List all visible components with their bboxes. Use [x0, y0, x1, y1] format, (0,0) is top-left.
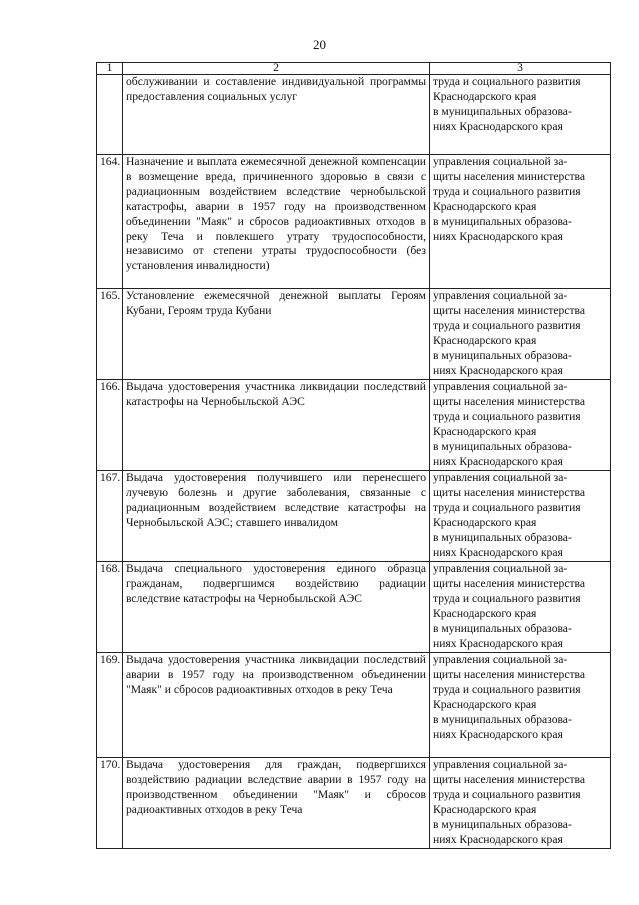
table-header-row — [97, 63, 611, 75]
authority-line: управления социальной за- — [433, 562, 568, 575]
authority-line: управления социальной за- — [433, 653, 568, 666]
authority-line: Краснодарского края — [433, 333, 537, 347]
header-col-3: 3 — [430, 63, 611, 75]
authority-line: Краснодарского края — [433, 89, 537, 103]
authority-line: в муниципальных образова- — [433, 530, 572, 544]
row-number — [97, 75, 123, 155]
authority-line: труда и социального развития — [433, 591, 581, 605]
table-row — [97, 758, 611, 849]
authority-line: ниях Краснодарского края — [433, 119, 563, 133]
header-col-2: 2 — [123, 63, 430, 75]
authority-line: труда и социального развития — [433, 409, 581, 423]
page-number: 20 — [313, 37, 326, 52]
authority-line: в муниципальных образова- — [433, 621, 572, 635]
row-number: 167. — [97, 471, 123, 562]
header-col-1: 1 — [97, 63, 123, 75]
service-description: Выдача удостоверения участника ликвидации последствий катастрофы на Чернобыльской АЭС — [123, 380, 430, 471]
authority-line: ниях Краснодарского края — [433, 545, 563, 559]
authority-line: ниях Краснодарского края — [433, 636, 563, 650]
authority-line: щиты населения министерства — [433, 667, 586, 681]
table-row — [97, 653, 611, 758]
row-number: 164. — [97, 155, 123, 289]
responsible-authority — [430, 562, 611, 653]
row-number: 165. — [97, 289, 123, 380]
authority-line: управления социальной за- — [433, 471, 568, 484]
authority-line: труда и социального развития — [433, 500, 581, 514]
authority-line: ниях Краснодарского края — [433, 832, 563, 846]
service-description: Выдача удостоверения для граждан, подвергшихся воздействию радиации вследствие аварии в 1957 году на производственном объединении "Маяк" и сбросов радиоактивных отходов в реку Теча — [123, 758, 430, 849]
authority-line: труда и социального развития — [433, 318, 581, 332]
table-row — [97, 289, 611, 380]
authority-line: Краснодарского края — [433, 515, 537, 529]
table-row — [97, 380, 611, 471]
authority-line: щиты населения министерства — [433, 394, 586, 408]
authority-line: ниях Краснодарского края — [433, 363, 563, 377]
authority-line: управления социальной за- — [433, 758, 568, 771]
service-description: Выдача специального удостоверения единого образца гражданам, подвергшимся воздействию радиации вследствие катастрофы на Чернобыльской АЭС — [123, 562, 430, 653]
authority-line: Краснодарского края — [433, 424, 537, 438]
services-table — [96, 62, 611, 849]
authority-line: управления социальной за- — [433, 289, 568, 302]
responsible-authority — [430, 75, 611, 155]
authority-line: в муниципальных образова- — [433, 712, 572, 726]
authority-line: в муниципальных образова- — [433, 439, 572, 453]
row-number: 170. — [97, 758, 123, 849]
authority-line: управления социальной за- — [433, 380, 568, 393]
responsible-authority — [430, 380, 611, 471]
authority-line: управления социальной за- — [433, 155, 568, 168]
responsible-authority — [430, 758, 611, 849]
authority-line: Краснодарского края — [433, 697, 537, 711]
authority-line: в муниципальных образова- — [433, 104, 572, 118]
authority-line: ниях Краснодарского края — [433, 229, 563, 243]
service-description: Выдача удостоверения получившего или перенесшего лучевую болезнь и другие заболевания, связанные с радиационным воздействием вследствие катастрофы на Чернобыльской АЭС; ставшего инвалидом — [123, 471, 430, 562]
authority-line: труда и социального развития — [433, 75, 581, 88]
service-description: Назначение и выплата ежемесячной денежной компенсации в возмещение вреда, причиненного здоровью в связи с радиационным воздействием вследствие чернобыльской катастрофы, аварии в 1957 году на производственном объединении "Маяк" и сбросов радиоактивных отходов в реку Теча и повлекшего утрату трудоспособности, независимо от степени утраты трудоспособности (без установления инвалидности) — [123, 155, 430, 289]
row-number: 166. — [97, 380, 123, 471]
authority-line: в муниципальных образова- — [433, 348, 572, 362]
authority-line: Краснодарского края — [433, 802, 537, 816]
authority-line: щиты населения министерства — [433, 169, 586, 183]
table-row — [97, 155, 611, 289]
authority-line: в муниципальных образова- — [433, 817, 572, 831]
responsible-authority — [430, 155, 611, 289]
responsible-authority — [430, 471, 611, 562]
row-number: 169. — [97, 653, 123, 758]
authority-line: щиты населения министерства — [433, 772, 586, 786]
service-description: обслуживании и составление индивидуальной программы предоставления социальных услуг — [123, 75, 430, 155]
table-row — [97, 75, 611, 155]
authority-line: Краснодарского края — [433, 606, 537, 620]
authority-line: щиты населения министерства — [433, 303, 586, 317]
authority-line: труда и социального развития — [433, 184, 581, 198]
table-row — [97, 562, 611, 653]
authority-line: щиты населения министерства — [433, 485, 586, 499]
responsible-authority — [430, 653, 611, 758]
responsible-authority — [430, 289, 611, 380]
authority-line: ниях Краснодарского края — [433, 454, 563, 468]
authority-line: в муниципальных образова- — [433, 214, 572, 228]
table-row — [97, 471, 611, 562]
row-number: 168. — [97, 562, 123, 653]
authority-line: труда и социального развития — [433, 787, 581, 801]
authority-line: ниях Краснодарского края — [433, 727, 563, 741]
authority-line: Краснодарского края — [433, 199, 537, 213]
service-description: Выдача удостоверения участника ликвидации последствий аварии в 1957 году на производственном объединении "Маяк" и сбросов радиоактивных отходов в реку Теча — [123, 653, 430, 758]
authority-line: щиты населения министерства — [433, 576, 586, 590]
service-description: Установление ежемесячной денежной выплаты Героям Кубани, Героям труда Кубани — [123, 289, 430, 380]
authority-line: труда и социального развития — [433, 682, 581, 696]
